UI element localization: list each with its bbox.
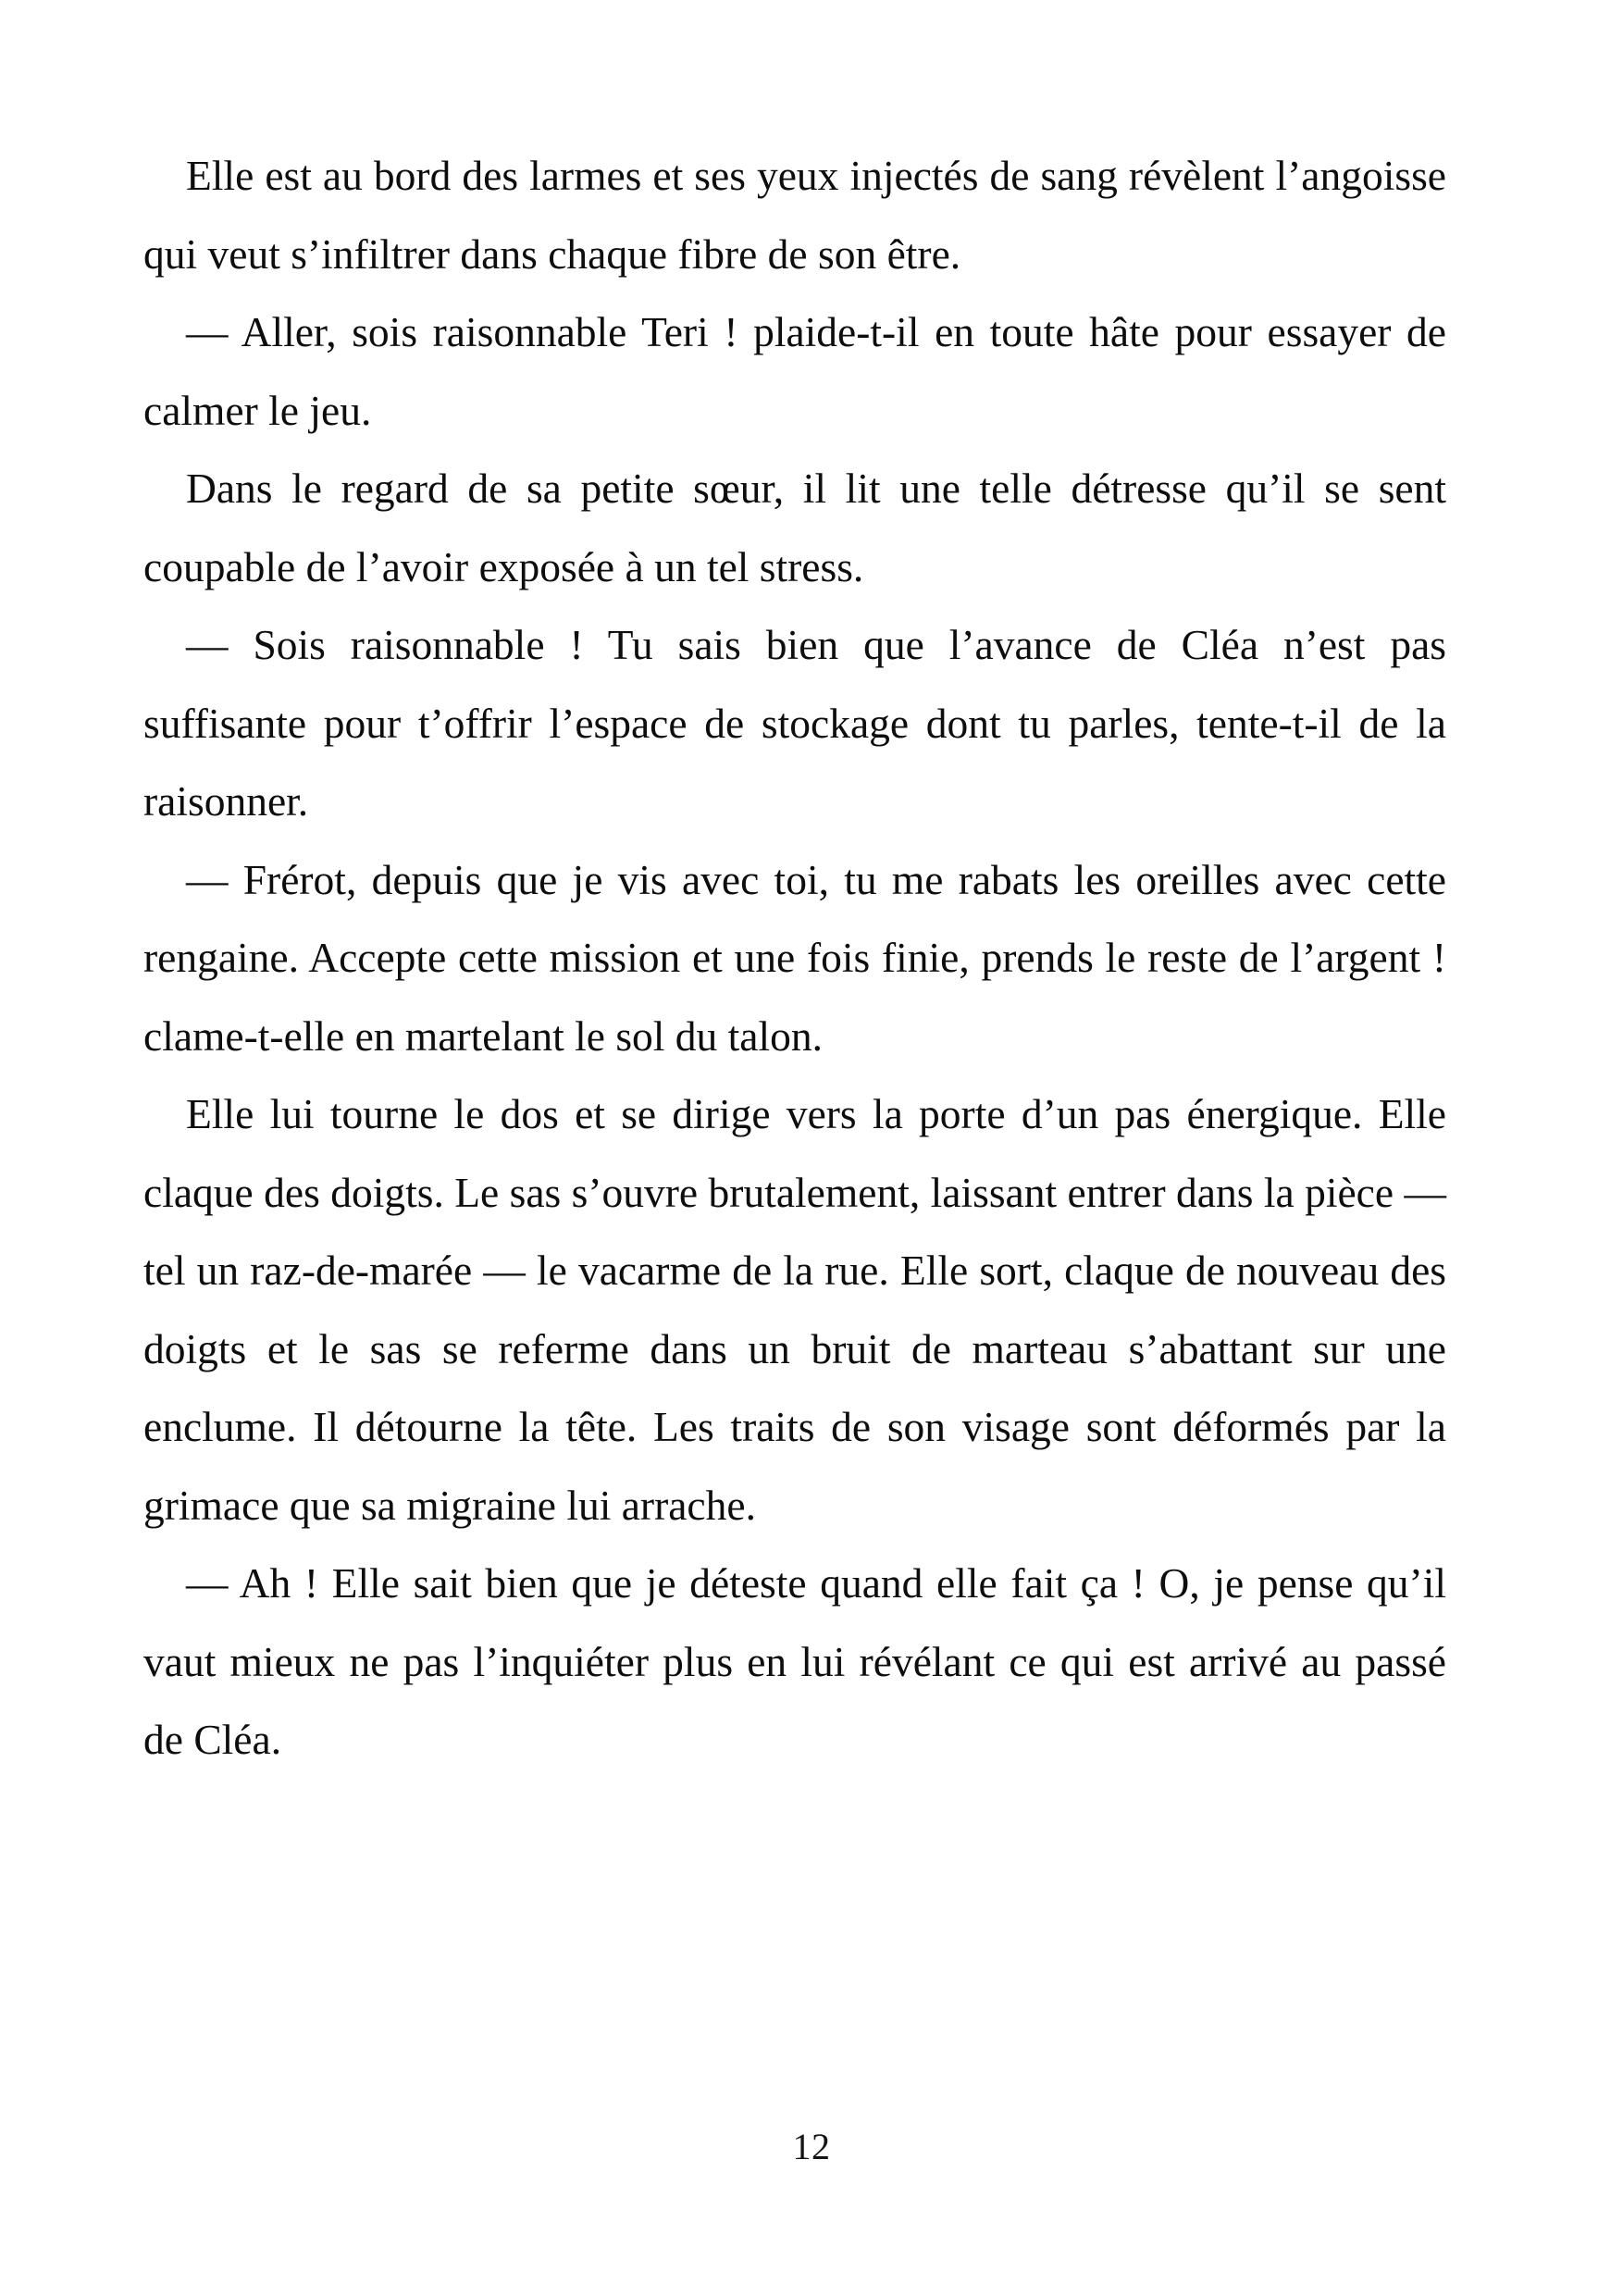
paragraph: — Sois raisonnable ! Tu sais bien que l’avance de Cléa n’est pas suffisante pour t’offrir l’espace de stockage dont tu parles, tente-t-il de la raisonner. [143, 621, 1446, 825]
paragraph: — Frérot, depuis que je vis avec toi, tu me rabats les oreilles avec cette rengaine. Accepte cette mission et une fois finie, prends le reste de l’argent ! clame-t-elle en martelant le sol du talon. [143, 855, 1446, 1060]
paragraph: — Aller, sois raisonnable Teri ! plaide-t-il en toute hâte pour essayer de calmer le jeu. [143, 308, 1446, 434]
page-number: 12 [792, 2126, 831, 2167]
paragraph: — Ah ! Elle sait bien que je déteste quand elle fait ça ! O, je pense qu’il vaut mieux ne pas l’inquiéter plus en lui révélant ce qui est arrivé au passé de Cléa. [143, 1559, 1446, 1763]
paragraph: Dans le regard de sa petite sœur, il lit une telle détresse qu’il se sent coupable de l’avoir exposée à un tel stress. [143, 465, 1446, 590]
paragraph: Elle lui tourne le dos et se dirige vers la porte d’un pas énergique. Elle claque des doigts. Le sas s’ouvre brutalement, laissant entrer dans la pièce — tel un raz-de-marée — le vacarme de la rue. Elle sort, claque de nouveau des doigts et le sas se referme dans un bruit de marteau s’abattant sur une enclume. Il détourne la tête. Les traits de son visage sont déformés par la grimace que sa migraine lui arrache. [143, 1090, 1446, 1529]
paragraph: Elle est au bord des larmes et ses yeux injectés de sang révèlent l’angoisse qui veut s’infiltrer dans chaque fibre de son être. [143, 152, 1446, 278]
page-text-block [143, 137, 1446, 1780]
